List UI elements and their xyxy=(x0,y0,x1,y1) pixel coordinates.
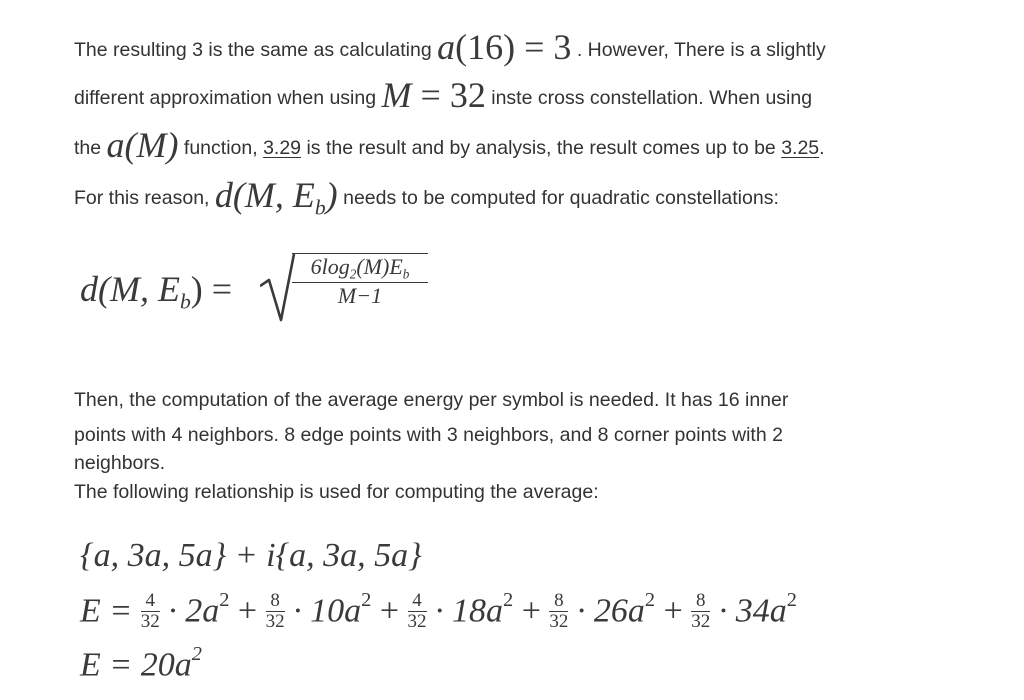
text-segment: needs to be computed for quadratic constellations: xyxy=(343,187,779,209)
inline-math-aM: a(M) xyxy=(106,125,179,165)
fraction-term-5: $\frac{8}{32}$ xyxy=(691,590,711,632)
reference-link-3-29[interactable]: 3.29 xyxy=(263,137,302,159)
paragraph2-line-2: points with 4 neighbors. 8 edge points with 3 neighbors, and 8 corner points with 2 xyxy=(74,424,783,446)
distance-formula-lhs: d(M, $E_b$) = xyxy=(80,269,233,314)
fraction-term-3: $\frac{4}{32}$ xyxy=(407,590,427,632)
text-segment: . However, There is a slightly xyxy=(576,39,826,61)
text-segment: . xyxy=(819,137,825,159)
radicand-denominator: M−1 xyxy=(337,282,383,308)
fraction-term-4: $\frac{8}{32}$ xyxy=(549,590,569,632)
fraction-term-2: $\frac{8}{32}$ xyxy=(265,590,285,632)
text-segment: is the result and by analysis, the result comes up to be xyxy=(306,137,776,159)
paragraph-line-1 xyxy=(74,26,826,68)
text-segment: function, xyxy=(183,137,258,159)
text-segment: For this reason, xyxy=(74,187,210,209)
inline-math-a16: a(16) = 3 xyxy=(437,27,572,67)
text-segment: the xyxy=(74,137,102,159)
text-segment: The resulting 3 is the same as calculating xyxy=(74,39,432,61)
reference-link-3-25[interactable]: 3.25 xyxy=(781,137,820,159)
symbol-set-formula: {a, 3a, 5a} + i{a, 3a, 5a} xyxy=(80,537,422,574)
sqrt-radicand xyxy=(292,253,428,309)
paragraph2-line-1: Then, the computation of the average energy per symbol is needed. It has 16 inner xyxy=(74,389,789,411)
text-segment: different approximation when using xyxy=(74,87,377,109)
paragraph2-line-4: The following relationship is used for computing the average: xyxy=(74,481,599,503)
text-segment: inste cross constellation. When using xyxy=(491,87,813,109)
paragraph-line-2 xyxy=(74,74,812,116)
fraction-term-1: $\frac{4}{32}$ xyxy=(140,590,160,632)
radicand-numerator: $6\log_2(M)E_b$ xyxy=(292,254,428,283)
paragraph2-line-3: neighbors. xyxy=(74,452,166,474)
energy-result-formula: $E = 20a^2$ xyxy=(80,643,202,684)
paragraph-line-4 xyxy=(74,174,779,221)
energy-sum-formula: E = $\frac{4}{32}$ · $2a^2$ + $\frac{8}{32}$ · $10a^2$ + $\frac{4}{32}$ · $18a^2$ + $\frac{8}{32}$ · $26a^2$ + $\frac{8}{32}$ · $34a^2$ xyxy=(80,589,797,632)
inline-math-dMEb: d(M, $E_b$) xyxy=(214,175,338,220)
paragraph-line-3 xyxy=(74,124,825,166)
inline-math-m32: M = 32 xyxy=(381,75,486,115)
